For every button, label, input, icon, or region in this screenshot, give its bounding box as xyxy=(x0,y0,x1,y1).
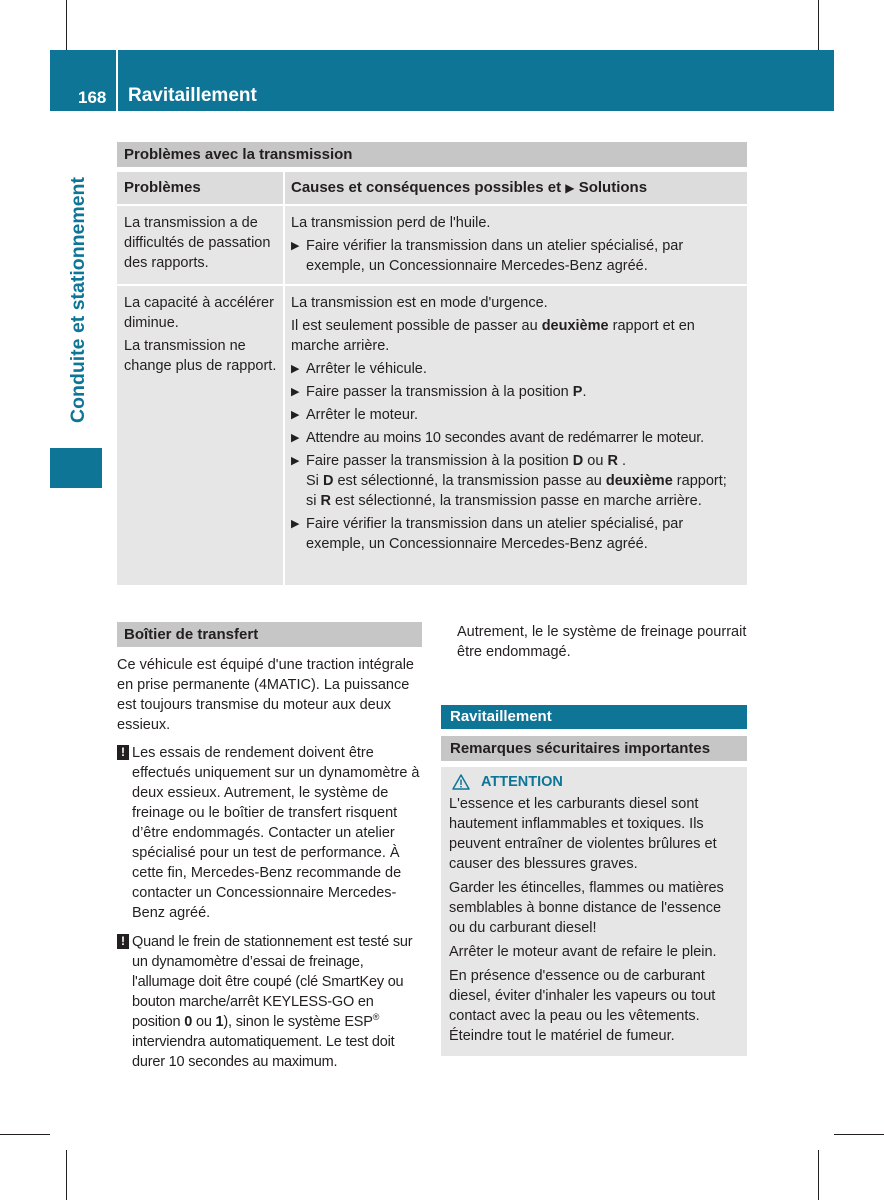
step-item: ▶ Faire passer la transmission à la position D ou R . Si D est sélectionné, la transmission passe au deuxième rapport; si R est sélectionné, la transmission passe en marche arrière. xyxy=(291,453,727,509)
attention-label: ATTENTION xyxy=(481,774,563,790)
solution-cell: La transmission est en mode d'urgence. Il est seulement possible de passer au deuxième rapport et en marche arrière. ▶ Arrêter le véhicule. ▶ Faire passer la transmission à la position P. ▶ Arrêter le moteur. ▶ Attendre au moins 10 secondes avant de redémarrer le moteur. ▶ Faire passer la transmission à la position D ou R . Si D est sélectionné, la transmission passe au deuxième rapport; si R est sélectionné, la transmission passe en marche arrière. ▶ Faire vérifier la transmission dans un atelier spécialisé, par exemple, un Concessionnaire Mercedes-Benz agréé. xyxy=(283,286,747,585)
column-header-causes: Causes et conséquences possibles et ▶ Solutions xyxy=(283,172,747,204)
problem-cell: La transmission a de difficultés de passation des rapports. xyxy=(124,215,271,271)
arrow-right-icon: ▶ xyxy=(291,518,300,530)
attention-header xyxy=(449,772,741,792)
crop-mark xyxy=(0,1134,50,1135)
crop-mark xyxy=(66,1150,67,1200)
step-item: ▶ Faire passer la transmission à la position P. xyxy=(291,384,587,400)
chapter-label: Conduite et stationnement xyxy=(67,177,89,423)
step-item: ▶ Arrêter le moteur. xyxy=(291,407,419,423)
arrow-right-icon: ▶ xyxy=(291,409,300,421)
section-title: Boîtier de transfert xyxy=(117,622,422,647)
solution-cell: La transmission perd de l'huile. ▶ Faire vérifier la transmission dans un atelier spécialisé, par exemple, un Concessionnaire Mercedes-Benz agréé. xyxy=(283,206,747,284)
crop-mark xyxy=(818,1150,819,1200)
section-title: Ravitaillement xyxy=(441,705,747,729)
continuation-paragraph: Autrement, le le système de freinage pourrait être endommagé. xyxy=(457,624,747,660)
step-item: ▶ Arrêter le véhicule. xyxy=(291,361,427,377)
exclamation-icon: ! xyxy=(117,745,129,760)
column-header-problems: Problèmes xyxy=(124,179,201,196)
warning-note: ! Quand le frein de stationnement est testé sur un dynamomètre d’essai de freinage, l'allumage doit être coupé (clé SmartKey ou bouton marche/arrêt KEYLESS-GO en position 0 ou 1), sinon le système ESP® interviendra automatiquement. Le test doit durer 10 secondes au maximum. xyxy=(117,932,422,1072)
arrow-right-icon: ▶ xyxy=(291,386,300,398)
chapter-tab xyxy=(50,448,102,488)
arrow-right-icon: ▶ xyxy=(291,455,300,467)
section-title: Problèmes avec la transmission xyxy=(117,142,747,167)
table-header xyxy=(117,172,747,204)
intro-paragraph: Ce véhicule est équipé d'une traction intégrale en prise permanente (4MATIC). La puissance est toujours transmise du moteur aux deux essieux. xyxy=(117,657,414,733)
page-title: Ravitaillement xyxy=(128,85,257,106)
step-item: ▶ Faire vérifier la transmission dans un atelier spécialisé, par exemple, un Concessionnaire Mercedes-Benz agréé. xyxy=(291,516,684,552)
attention-box: ATTENTION L'essence et les carburants diesel sont hautement inflammables et toxiques. Ils peuvent entraîner de violentes brûlures et causer des blessures graves. Garder les étincelles, flammes ou matières semblables à bonne distance de l'essence ou du carburant diesel! Arrêter le moteur avant de refaire le plein. En présence d'essence ou de carburant diesel, éviter d'inhaler les vapeurs ou tout contact avec la peau ou les vêtements. Éteindre tout le matériel de fumeur. xyxy=(441,767,747,1056)
refueling-section xyxy=(441,622,747,1056)
arrow-right-icon: ▶ xyxy=(291,240,300,252)
problem-cell: La capacité à accélérer diminue. La transmission ne change plus de rapport. xyxy=(124,295,277,374)
arrow-right-icon: ▶ xyxy=(291,363,300,375)
arrow-right-icon: ▶ xyxy=(291,432,300,444)
crop-mark xyxy=(834,1134,884,1135)
warning-triangle-icon xyxy=(452,774,470,790)
transmission-table xyxy=(117,142,747,585)
arrow-right-icon: ▶ xyxy=(565,181,575,195)
page-number: 168 xyxy=(78,88,107,107)
transfer-case-section xyxy=(117,622,422,1081)
crop-mark xyxy=(818,0,819,50)
table-row xyxy=(117,284,747,585)
step-item: ▶ Attendre au moins 10 secondes avant de redémarrer le moteur. xyxy=(291,430,705,446)
warning-note: ! Les essais de rendement doivent être effectués uniquement sur un dynamomètre à deux essieux. Autrement, le système de freinage ou le boîtier de transfert risquent d’être endommagés. Contacter un atelier spécialisé pour un test de performance. À cette fin, Mercedes-Benz recommande de contacter un Concessionnaire Mercedes-Benz agréé. xyxy=(117,743,422,923)
exclamation-icon: ! xyxy=(117,934,129,949)
table-row xyxy=(117,204,747,284)
step-item: ▶ Faire vérifier la transmission dans un atelier spécialisé, par exemple, un Concessionnaire Mercedes-Benz agréé. xyxy=(291,238,684,274)
crop-mark xyxy=(66,0,67,50)
header-separator xyxy=(116,50,118,111)
subsection-title: Remarques sécuritaires importantes xyxy=(441,736,747,761)
